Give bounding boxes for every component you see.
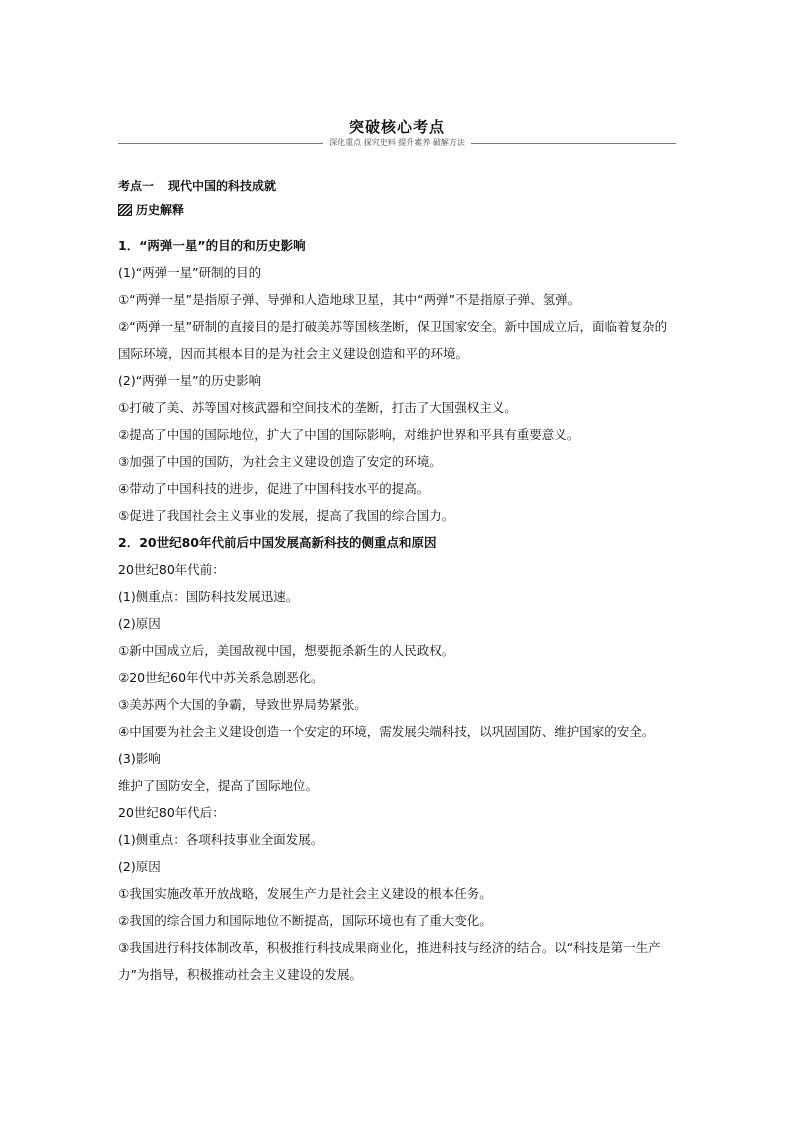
section-label: 考点一 (118, 179, 155, 193)
page-title: 突破核心考点 (348, 118, 445, 136)
paragraph: (2)“两弹一星”的历史影响 (118, 373, 262, 388)
page-header (118, 118, 676, 148)
paragraph: (2)原因 (118, 616, 161, 631)
paragraph: ②提高了中国的国际地位，扩大了中国的国际影响，对维护世界和平具有重要意义。 (118, 427, 580, 442)
paragraph: ②我国的综合国力和国际地位不断提高，国际环境也有了重大变化。 (118, 913, 492, 928)
paragraph: ①我国实施改革开放战略，发展生产力是社会主义建设的根本任务。 (118, 886, 492, 901)
paragraph: (1)侧重点：国防科技发展迅速。 (118, 589, 299, 604)
paragraph: ⑤促进了我国社会主义事业的发展，提高了我国的综合国力。 (118, 508, 455, 523)
paragraph: 维护了国防安全，提高了国际地位。 (118, 778, 319, 793)
section-heading (118, 178, 276, 194)
paragraph: ②20世纪60年代中苏关系急剧恶化。 (118, 670, 324, 685)
paragraph: ①新中国成立后，美国敌视中国，想要扼杀新生的人民政权。 (118, 643, 455, 658)
paragraph: (1)“两弹一星”研制的目的 (118, 265, 262, 280)
paragraph: ④中国要为社会主义建设创造一个安定的环境，需发展尖端科技，以巩固国防、维护国家的安全。 (118, 724, 655, 739)
subtitle-row (118, 138, 676, 148)
paragraph: 20世纪80年代后： (118, 805, 225, 820)
section-topic: 现代中国的科技成就 (168, 179, 277, 193)
body-content (118, 232, 678, 988)
paragraph: (1)侧重点：各项科技事业全面发展。 (118, 832, 324, 847)
paragraph: 20世纪80年代前： (118, 562, 225, 577)
paragraph: ④带动了中国科技的进步，促进了中国科技水平的提高。 (118, 481, 430, 496)
paragraph: ①“两弹一星”是指原子弹、导弹和人造地球卫星，其中“两弹”不是指原子弹、氢弹。 (118, 292, 581, 307)
divider-left (118, 143, 323, 144)
paragraph: ②“两弹一星”研制的直接目的是打破美苏等国核垄断，保卫国家安全。新中国成立后，面临着复杂的国际环境，因而其根本目的是为社会主义建设创造和平的环境。 (118, 319, 668, 361)
paragraph: ①打破了美、苏等国对核武器和空间技术的垄断，打击了大国强权主义。 (118, 400, 517, 415)
numbered-heading: 2．20世纪80年代前后中国发展高新科技的侧重点和原因 (118, 535, 437, 550)
hatched-square-icon (118, 204, 132, 216)
page-subtitle: 深化重点 探究史料 提升素养 破解方法 (329, 138, 465, 147)
divider-right (471, 143, 676, 144)
paragraph: ③美苏两个大国的争霸，导致世界局势紧张。 (118, 697, 367, 712)
numbered-heading: 1．“两弹一星”的目的和历史影响 (118, 238, 306, 253)
paragraph: (3)影响 (118, 751, 161, 766)
history-explanation-badge (118, 202, 184, 218)
paragraph: ③我国进行科技体制改革，积极推行科技成果商业化，推进科技与经济的结合。以“科技是第一生产力”为指导，积极推动社会主义建设的发展。 (118, 940, 661, 982)
badge-label: 历史解释 (136, 203, 185, 217)
paragraph: ③加强了中国的国防，为社会主义建设创造了安定的环境。 (118, 454, 442, 469)
paragraph: (2)原因 (118, 859, 161, 874)
